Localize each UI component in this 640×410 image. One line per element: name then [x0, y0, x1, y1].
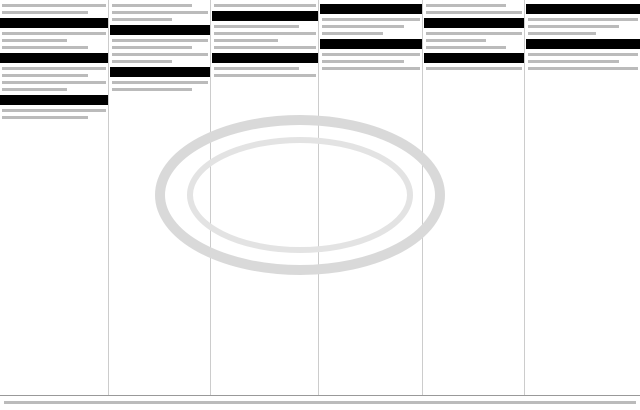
text-line: [214, 4, 316, 7]
text-line: [528, 25, 619, 28]
text-line: [322, 32, 383, 35]
text-line: [2, 67, 106, 70]
text-line: [112, 11, 208, 14]
text-line: [426, 39, 486, 42]
column-1: [0, 0, 109, 396]
column-4: [320, 0, 423, 396]
header-bar: [110, 25, 210, 35]
text-line: [4, 401, 636, 404]
header-bar: [526, 39, 640, 49]
text-line: [2, 74, 88, 77]
text-line: [214, 74, 316, 77]
text-line: [2, 116, 88, 119]
header-bar: [424, 18, 524, 28]
header-bar: [0, 18, 108, 28]
text-line: [2, 39, 67, 42]
text-line: [322, 25, 404, 28]
column-5: [424, 0, 525, 396]
text-line: [2, 11, 88, 14]
text-line: [528, 18, 638, 21]
text-line: [322, 67, 420, 70]
text-line: [2, 46, 88, 49]
text-line: [2, 4, 106, 7]
text-line: [426, 11, 522, 14]
column-3: [212, 0, 319, 396]
header-bar: [526, 4, 640, 14]
text-line: [214, 67, 299, 70]
text-line: [112, 53, 208, 56]
text-line: [2, 109, 106, 112]
footer-note: [0, 395, 640, 410]
header-bar: [424, 53, 524, 63]
text-line: [112, 60, 172, 63]
text-line: [112, 88, 192, 91]
text-line: [2, 81, 106, 84]
text-line: [426, 46, 506, 49]
header-bar: [320, 39, 422, 49]
text-line: [214, 32, 316, 35]
text-line: [112, 4, 192, 7]
text-line: [322, 53, 420, 56]
column-6: [526, 0, 640, 396]
text-line: [322, 60, 404, 63]
header-bar: [0, 95, 108, 105]
header-bar: [212, 53, 318, 63]
text-line: [2, 88, 67, 91]
column-2: [110, 0, 211, 396]
text-line: [214, 39, 278, 42]
text-line: [214, 25, 299, 28]
text-line: [2, 32, 106, 35]
text-line: [112, 46, 192, 49]
text-line: [528, 60, 619, 63]
text-line: [426, 32, 522, 35]
header-bar: [212, 11, 318, 21]
text-line: [528, 53, 638, 56]
text-line: [112, 39, 208, 42]
text-line: [426, 67, 522, 70]
header-bar: [0, 53, 108, 63]
header-bar: [320, 4, 422, 14]
text-line: [214, 46, 316, 49]
text-line: [322, 18, 420, 21]
text-line: [426, 4, 506, 7]
header-bar: [110, 67, 210, 77]
text-line: [528, 67, 638, 70]
text-line: [112, 18, 172, 21]
text-line: [112, 81, 208, 84]
text-line: [528, 32, 596, 35]
